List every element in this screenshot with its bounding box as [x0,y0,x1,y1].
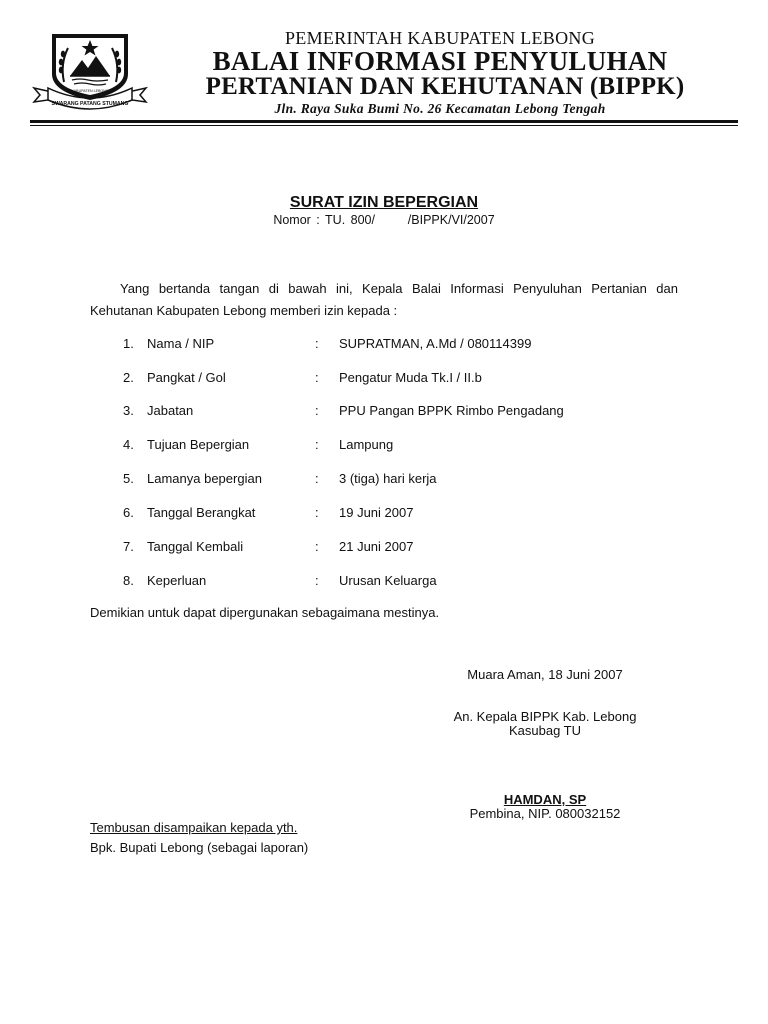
intro-line-2: Kehutanan Kabupaten Lebong memberi izin kepada : [90,303,398,318]
letterhead-divider-thin [30,125,738,126]
list-item: 5. Lamanya bepergian : 3 (tiga) hari kerja [123,471,437,486]
field-label: Pangkat / Gol [147,370,226,385]
signatory-name: HAMDAN, SP [503,792,587,807]
field-value: Pengatur Muda Tk.I / II.b [339,370,482,385]
letterhead-institution-line2: PERTANIAN DAN KEHUTANAN (BIPPK) [205,73,685,100]
list-item: 8. Keperluan : Urusan Keluarga [123,573,437,588]
closing-statement: Demikian untuk dapat dipergunakan sebagaimana mestinya. [90,605,440,620]
signatory-subtitle: Kasubag TU [508,723,582,738]
field-label: Keperluan [147,573,207,588]
letter-number: Nomor : TU. 800/ /BIPPK/VI/2007 [273,213,495,227]
field-label: Tanggal Kembali [147,539,244,554]
field-value: 21 Juni 2007 [339,539,414,554]
field-value: Urusan Keluarga [339,573,437,588]
list-item: 3. Jabatan : PPU Pangan BPPK Rimbo Pengadang [123,403,564,418]
field-value: 19 Juni 2007 [339,505,414,520]
signatory-nip: Pembina, NIP. 080032152 [469,806,621,821]
letterhead-institution-line1: BALAI INFORMASI PENYULUHAN [212,46,668,76]
regency-emblem-icon [30,22,150,120]
emblem-ribbon-text: SWARANG PATANG STUMANG [51,101,129,107]
signatory-title: An. Kepala BIPPK Kab. Lebong [453,709,637,724]
intro-line-1: Yang bertanda tangan di bawah ini, Kepala Balai Informasi Penyuluhan Pertanian dan [120,281,678,296]
field-value: SUPRATMAN, A.Md / 080114399 [339,336,532,351]
cc-item: Bpk. Bupati Lebong (sebagai laporan) [90,840,309,855]
field-label: Tujuan Bepergian [147,437,250,452]
emblem-inner-label: KABUPATEN LEBONG [71,89,109,93]
letterhead-divider-thick [30,120,738,123]
intro-paragraph [90,279,678,321]
place-date: Muara Aman, 18 Juni 2007 [467,667,623,682]
field-value: Lampung [339,437,394,452]
letterhead-government: PEMERINTAH KABUPATEN LEBONG [284,28,595,48]
list-item: 6. Tanggal Berangkat : 19 Juni 2007 [123,505,414,520]
letter-title: SURAT IZIN BEPERGIAN [289,194,479,211]
field-label: Lamanya bepergian [147,471,262,486]
list-item: 2. Pangkat / Gol : Pengatur Muda Tk.I / II.b [123,370,482,385]
list-item: 4. Tujuan Bepergian : Lampung [123,437,394,452]
list-item: 1. Nama / NIP : SUPRATMAN, A.Md / 080114399 [123,336,532,351]
field-value: 3 (tiga) hari kerja [339,471,437,486]
list-item: 7. Tanggal Kembali : 21 Juni 2007 [123,539,414,554]
field-label: Nama / NIP [147,336,215,351]
letterhead-address: Jln. Raya Suka Bumi No. 26 Kecamatan Lebong Tengah [274,101,606,116]
field-value: PPU Pangan BPPK Rimbo Pengadang [339,403,564,418]
field-label: Jabatan [147,403,194,418]
cc-heading: Tembusan disampaikan kepada yth. [90,820,298,835]
field-label: Tanggal Berangkat [147,505,256,520]
